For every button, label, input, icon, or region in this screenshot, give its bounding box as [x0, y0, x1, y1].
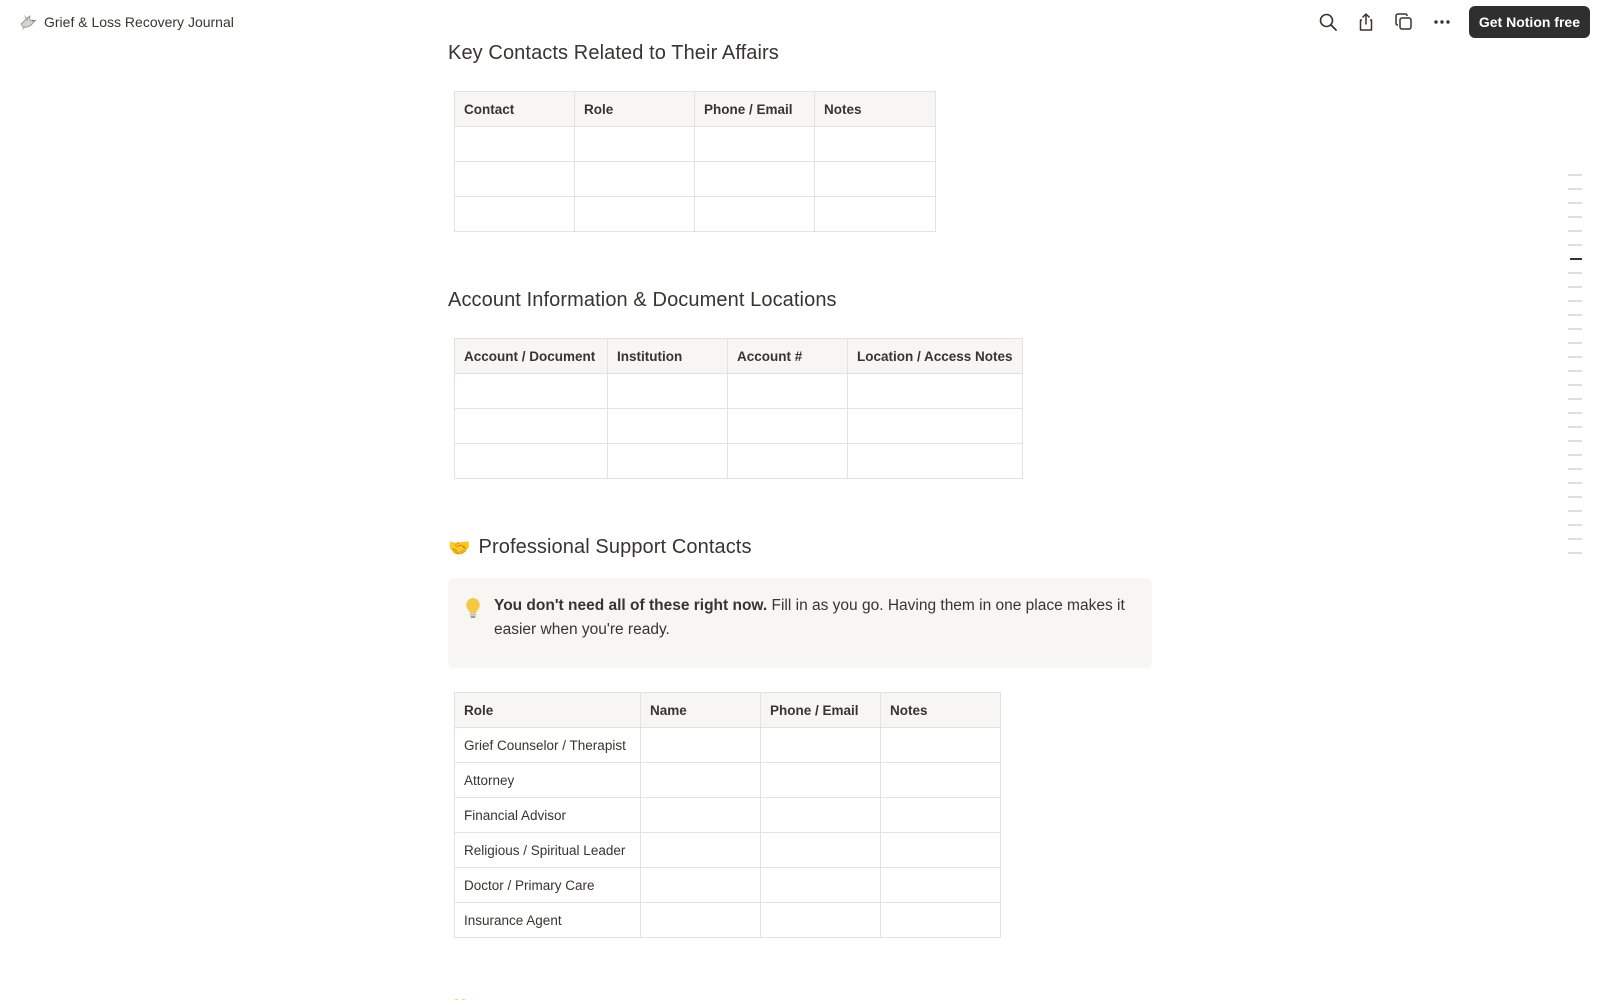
- table-cell[interactable]: [881, 763, 1001, 798]
- column-header[interactable]: Phone / Email: [695, 92, 815, 127]
- table-cell[interactable]: [455, 162, 575, 197]
- table-header-row: [455, 693, 1001, 728]
- outline-item[interactable]: [1568, 216, 1582, 218]
- outline-item[interactable]: [1568, 384, 1582, 386]
- column-header[interactable]: Phone / Email: [761, 693, 881, 728]
- duplicate-icon[interactable]: [1387, 6, 1421, 38]
- table-row: [455, 374, 1023, 409]
- page-title: Grief & Loss Recovery Journal: [44, 14, 234, 30]
- heading-account-information: Account Information & Document Locations: [448, 289, 837, 311]
- table-row: [455, 127, 936, 162]
- outline-item-active[interactable]: [1570, 258, 1582, 260]
- table-cell[interactable]: [641, 763, 761, 798]
- more-icon[interactable]: [1425, 6, 1459, 38]
- top-bar: [0, 0, 1600, 44]
- outline-item[interactable]: [1568, 244, 1582, 246]
- table-row: [455, 162, 936, 197]
- table-row: [455, 903, 1001, 938]
- outline-item[interactable]: [1568, 370, 1582, 372]
- table-cell[interactable]: [455, 409, 608, 444]
- next-section-emoji-icon: [450, 992, 470, 1000]
- table-row: [455, 409, 1023, 444]
- outline-item[interactable]: [1568, 202, 1582, 204]
- table-cell[interactable]: [881, 903, 1001, 938]
- handshake-icon: 🤝: [448, 537, 471, 558]
- outline-item[interactable]: [1568, 174, 1582, 176]
- table-cell[interactable]: [641, 798, 761, 833]
- table-row: [455, 798, 1001, 833]
- table-cell[interactable]: [641, 833, 761, 868]
- role-cell[interactable]: Insurance Agent: [455, 903, 641, 938]
- table-row: [455, 444, 1023, 479]
- table-cell[interactable]: [815, 127, 936, 162]
- get-notion-free-button[interactable]: Get Notion free: [1469, 6, 1590, 38]
- role-cell[interactable]: Financial Advisor: [455, 798, 641, 833]
- outline-item[interactable]: [1568, 342, 1582, 344]
- table-cell[interactable]: [848, 444, 1023, 479]
- table-cell[interactable]: [728, 444, 848, 479]
- outline-item[interactable]: [1568, 230, 1582, 232]
- column-header[interactable]: Institution: [608, 339, 728, 374]
- table-cell[interactable]: [881, 833, 1001, 868]
- table-cell[interactable]: [695, 162, 815, 197]
- table-cell[interactable]: [641, 868, 761, 903]
- outline-item[interactable]: [1568, 314, 1582, 316]
- table-cell[interactable]: [761, 903, 881, 938]
- outline-item[interactable]: [1568, 440, 1582, 442]
- table-row: [455, 868, 1001, 903]
- outline-item[interactable]: [1568, 272, 1582, 274]
- table-cell[interactable]: [641, 728, 761, 763]
- table-cell[interactable]: [848, 409, 1023, 444]
- column-header[interactable]: Location / Access Notes: [848, 339, 1023, 374]
- top-actions: [1307, 6, 1590, 38]
- outline-item[interactable]: [1568, 328, 1582, 330]
- heading-key-contacts: Key Contacts Related to Their Affairs: [448, 42, 779, 64]
- table-cell[interactable]: [761, 728, 881, 763]
- outline-item[interactable]: [1568, 510, 1582, 512]
- table-cell[interactable]: [575, 197, 695, 232]
- table-cell[interactable]: [761, 763, 881, 798]
- table-row: [455, 763, 1001, 798]
- column-header[interactable]: Account #: [728, 339, 848, 374]
- role-cell[interactable]: Religious / Spiritual Leader: [455, 833, 641, 868]
- table-cell[interactable]: [848, 374, 1023, 409]
- outline-item[interactable]: [1568, 454, 1582, 456]
- share-icon[interactable]: [1349, 6, 1383, 38]
- outline-navigation[interactable]: [1566, 174, 1584, 566]
- table-cell[interactable]: [695, 197, 815, 232]
- outline-item[interactable]: [1568, 468, 1582, 470]
- column-header[interactable]: Role: [455, 693, 641, 728]
- column-header[interactable]: Contact: [455, 92, 575, 127]
- role-cell[interactable]: Doctor / Primary Care: [455, 868, 641, 903]
- outline-item[interactable]: [1568, 552, 1582, 554]
- table-cell[interactable]: [815, 197, 936, 232]
- heading-professional-support: [448, 536, 752, 559]
- outline-item[interactable]: [1568, 482, 1582, 484]
- outline-item[interactable]: [1568, 524, 1582, 526]
- role-cell[interactable]: Attorney: [455, 763, 641, 798]
- table-cell[interactable]: [728, 374, 848, 409]
- accounts-table: [454, 338, 1023, 479]
- lightbulb-icon: [464, 596, 482, 620]
- table-cell[interactable]: [608, 374, 728, 409]
- column-header[interactable]: Name: [641, 693, 761, 728]
- table-cell[interactable]: [761, 798, 881, 833]
- callout-bold-text: You don't need all of these right now.: [494, 597, 768, 614]
- heading-text: Professional Support Contacts: [478, 536, 752, 558]
- table-cell[interactable]: [455, 374, 608, 409]
- column-header[interactable]: Notes: [815, 92, 936, 127]
- table-cell[interactable]: [608, 444, 728, 479]
- outline-item[interactable]: [1568, 188, 1582, 190]
- table-header-row: [455, 339, 1023, 374]
- outline-item[interactable]: [1568, 398, 1582, 400]
- outline-item[interactable]: [1568, 426, 1582, 428]
- table-cell[interactable]: [575, 162, 695, 197]
- table-cell[interactable]: [608, 409, 728, 444]
- table-cell[interactable]: [455, 444, 608, 479]
- table-cell[interactable]: [761, 868, 881, 903]
- search-icon[interactable]: [1311, 6, 1345, 38]
- role-cell[interactable]: Grief Counselor / Therapist: [455, 728, 641, 763]
- outline-item[interactable]: [1568, 412, 1582, 414]
- callout: [448, 578, 1152, 668]
- breadcrumb[interactable]: [18, 11, 234, 33]
- outline-item[interactable]: [1568, 300, 1582, 302]
- key-contacts-table: [454, 91, 936, 232]
- table-header-row: [455, 92, 936, 127]
- dove-icon: [18, 12, 38, 32]
- column-header[interactable]: Account / Document: [455, 339, 608, 374]
- table-cell[interactable]: [881, 868, 1001, 903]
- table-cell[interactable]: [455, 127, 575, 162]
- table-cell[interactable]: [815, 162, 936, 197]
- table-row: [455, 833, 1001, 868]
- table-cell[interactable]: [695, 127, 815, 162]
- table-row: [455, 197, 936, 232]
- table-cell[interactable]: [575, 127, 695, 162]
- callout-text: Fill in as you go. Having them in one place makes it easier when you're ready.: [494, 597, 1125, 638]
- professional-support-table: [454, 692, 1001, 938]
- table-cell[interactable]: [455, 197, 575, 232]
- outline-item[interactable]: [1568, 356, 1582, 358]
- table-cell[interactable]: [881, 728, 1001, 763]
- table-cell[interactable]: [728, 409, 848, 444]
- column-header[interactable]: Notes: [881, 693, 1001, 728]
- outline-item[interactable]: [1568, 496, 1582, 498]
- table-cell[interactable]: [761, 833, 881, 868]
- outline-item[interactable]: [1568, 538, 1582, 540]
- outline-item[interactable]: [1568, 286, 1582, 288]
- table-row: [455, 728, 1001, 763]
- column-header[interactable]: Role: [575, 92, 695, 127]
- table-cell[interactable]: [641, 903, 761, 938]
- table-cell[interactable]: [881, 798, 1001, 833]
